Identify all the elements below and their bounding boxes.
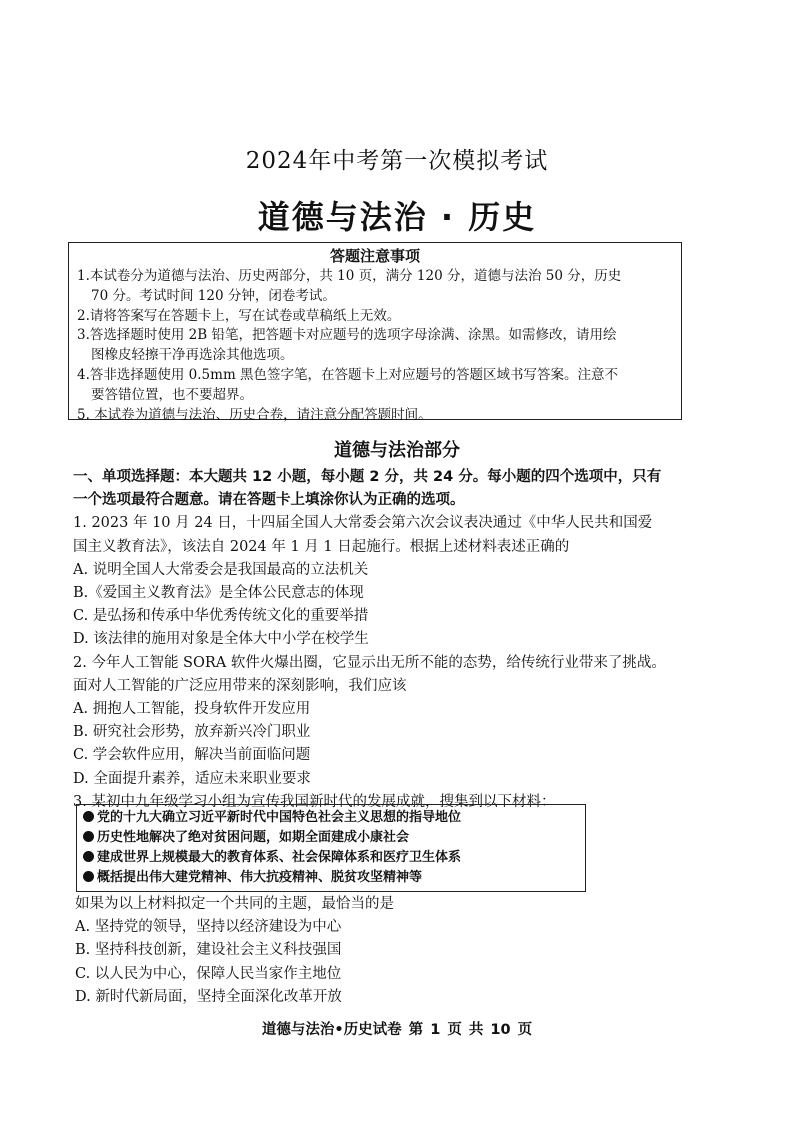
- notice-box: [68, 242, 682, 423]
- notice-line: 4.答非选择题使用 0.5mm 黑色签字笔，在答题卡上对应题号的答题区域书写答案。注意不: [77, 366, 619, 383]
- material-item: [83, 828, 579, 848]
- question-3-option-d: D. 新时代新局面，坚持全面深化改革开放: [75, 988, 342, 1005]
- section-title: 道德与法治部分: [334, 440, 460, 461]
- material-text: 党的十九大确立习近平新时代中国特色社会主义思想的指导地位: [97, 810, 462, 825]
- notice-line: 3.答选择题时使用 2B 铅笔，把答题卡对应题号的选项字母涂满、涂黑。如需修改，请用绘: [77, 327, 617, 344]
- material-text: 历史性地解决了绝对贫困问题，如期全面建成小康社会: [97, 830, 410, 845]
- question-1-stem: 国主义教育法》，该法自 2024 年 1 月 1 日起施行。根据上述材料表述正确的: [73, 538, 570, 555]
- questions-part-1: [73, 466, 713, 814]
- notice-line: 2.请将答案写在答题卡上，写在试卷或草稿纸上无效。: [77, 307, 401, 324]
- question-3-stem: 如果为以上材料拟定一个共同的主题，最恰当的是: [75, 896, 394, 912]
- question-3-stem: 3. 某初中九年级学习小组为宣传我国新时代的发展成就，搜集到以下材料：: [73, 793, 556, 810]
- questions-part-2: [75, 893, 715, 1009]
- material-text: 概括提出伟大建党精神、伟大抗疫精神、脱贫攻坚精神等: [97, 870, 423, 885]
- material-text: 建成世界上规模最大的教育体系、社会保障体系和医疗卫生体系: [97, 850, 462, 865]
- exam-subject: 道德与法治 · 历史: [257, 198, 537, 236]
- exam-title: 2024年中考第一次模拟考试: [245, 148, 549, 174]
- question-1-option-c: C. 是弘扬和传承中华优秀传统文化的重要举措: [73, 608, 369, 625]
- question-2-stem: 面对人工智能的广泛应用带来的深刻影响，我们应该: [73, 677, 407, 694]
- materials-box: [76, 804, 586, 892]
- material-item: [83, 848, 579, 868]
- question-3-option-b: B. 坚持科技创新，建设社会主义科技强国: [75, 942, 342, 959]
- bullet-icon: [83, 871, 94, 882]
- question-3-option-a: A. 坚持党的领导，坚持以经济建设为中心: [75, 919, 342, 936]
- bullet-icon: [83, 831, 94, 842]
- instructions-line: 一、单项选择题：本大题共 12 小题，每小题 2 分，共 24 分。每小题的四个选项中，只有: [73, 469, 662, 485]
- bullet-icon: [83, 851, 94, 862]
- question-1-option-d: D. 该法律的施用对象是全体大中小学在校学生: [73, 631, 369, 648]
- question-1-option-b: B.《爱国主义教育法》是全体公民意志的体现: [73, 585, 364, 602]
- page-footer: 道德与法治•历史试卷 第 1 页 共 10 页: [261, 1022, 533, 1038]
- material-item: [83, 808, 579, 828]
- question-2-option-c: C. 学会软件应用，解决当前面临问题: [73, 747, 311, 764]
- question-2-option-b: B. 研究社会形势，放弃新兴冷门职业: [73, 724, 311, 741]
- notice-line: 1.本试卷分为道德与法治、历史两部分，共 10 页，满分 120 分，道德与法治 50 分，历史: [77, 268, 622, 284]
- bullet-icon: [83, 811, 94, 822]
- question-1-option-a: A. 说明全国人大常委会是我国最高的立法机关: [73, 561, 369, 578]
- notice-line: 70 分。考试时间 120 分钟，闭卷考试。: [91, 287, 336, 304]
- question-1-stem: 1. 2023 年 10 月 24 日，十四届全国人大常委会第六次会议表决通过《中华人民共和国爱: [73, 515, 653, 532]
- notice-line: 图橡皮轻擦干净再选涂其他选项。: [91, 347, 294, 364]
- notice-line: 要答错位置，也不要超界。: [91, 386, 253, 403]
- notice-line: 5. 本试卷为道德与法治、历史合卷，请注意分配答题时间。: [77, 406, 432, 423]
- question-3-option-c: C. 以人民为中心，保障人民当家作主地位: [75, 965, 342, 982]
- question-2-stem: 2. 今年人工智能 SORA 软件火爆出圈，它显示出无所不能的态势，给传统行业带来了挑战。: [73, 654, 666, 671]
- question-2-option-d: D. 全面提升素养，适应未来职业要求: [73, 770, 311, 787]
- question-2-option-a: A. 拥抱人工智能，投身软件开发应用: [73, 701, 311, 718]
- material-item: [83, 868, 579, 888]
- instructions-line: 一个选项最符合题意。请在答题卡上填涂你认为正确的选项。: [73, 492, 465, 509]
- notice-title: 答题注意事项: [329, 247, 420, 265]
